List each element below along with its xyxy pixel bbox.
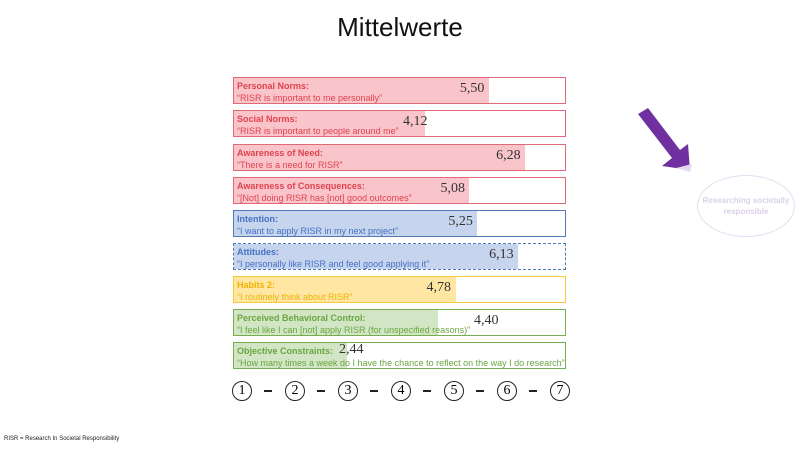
item-quote: “RISR is important to people around me” <box>237 126 399 136</box>
item-quote: “RISR is important to me personally” <box>237 93 383 103</box>
bar-row <box>233 110 566 137</box>
item-quote: “There is a need for RISR” <box>237 160 343 170</box>
item-quote: “[Not] doing RISR has [not] good outcomes” <box>237 193 412 203</box>
bar-label <box>237 147 343 171</box>
bar-row <box>233 210 566 237</box>
scale-point: 6 <box>497 381 517 401</box>
bar-row <box>233 276 566 303</box>
scale-point: 5 <box>444 381 464 401</box>
scale-dash <box>476 390 484 392</box>
bar-row <box>233 342 566 369</box>
scale-dash <box>264 390 272 392</box>
slide-title: Mittelwerte <box>337 12 463 42</box>
item-quote: “I want to apply RISR in my next project” <box>237 226 399 236</box>
value-label: 4,40 <box>474 313 499 328</box>
item-quote: “I feel like I can [not] apply RISR (for unspecified reasons)” <box>237 325 471 335</box>
annotation-ellipse: Researching societally responsible <box>697 175 795 237</box>
value-label: 4,12 <box>403 114 428 129</box>
scale-point: 7 <box>550 381 570 401</box>
item-label: Perceived Behavioral Control: <box>237 313 366 323</box>
value-label: 5,08 <box>440 181 465 196</box>
value-label: 5,25 <box>448 214 473 229</box>
scale-dash <box>370 390 378 392</box>
bar-label <box>237 312 470 336</box>
bar-row <box>233 144 566 171</box>
item-quote: “I routinely think about RISR” <box>237 292 353 302</box>
bar-label <box>237 279 353 303</box>
scale-dash <box>423 390 431 392</box>
bar-row <box>233 77 566 104</box>
bar-label <box>237 113 399 137</box>
scale-point: 4 <box>391 381 411 401</box>
bar-label <box>237 342 565 369</box>
bar-row <box>233 243 566 270</box>
likert-scale <box>232 381 572 403</box>
arrow-icon <box>630 108 720 178</box>
scale-dash <box>317 390 325 392</box>
item-label: Intention: <box>237 214 278 224</box>
scale-point: 3 <box>338 381 358 401</box>
bar-label <box>237 180 412 204</box>
item-quote: “I personally like RISR and feel good applying it” <box>237 259 430 269</box>
value-label: 6,13 <box>489 247 514 262</box>
value-label: 5,50 <box>459 81 485 96</box>
bar-row <box>233 309 566 336</box>
bar-label <box>237 213 398 237</box>
scale-point: 2 <box>285 381 305 401</box>
bar-label <box>237 246 429 270</box>
scale-dash <box>529 390 537 392</box>
item-label: Awareness of Consequences: <box>237 181 365 191</box>
footnote: RISR = Research In Societal Responsibility <box>4 436 120 442</box>
value-label: 6,28 <box>496 148 521 163</box>
item-label: Habits 2: <box>237 280 276 290</box>
item-label: Social Norms: <box>237 114 298 124</box>
item-label: Personal Norms: <box>237 81 310 91</box>
item-label: Objective Constraints: <box>237 346 334 356</box>
bar-row <box>233 177 566 204</box>
value-label: 2,44 <box>339 342 364 357</box>
item-label: Awareness of Need: <box>237 148 323 158</box>
bar-label <box>237 80 382 104</box>
item-label: Attitudes: <box>237 247 279 257</box>
item-quote: “How many times a week do I have the chance to reflect on the way I do research” <box>237 358 565 368</box>
value-label: 4,78 <box>426 280 452 295</box>
scale-point: 1 <box>232 381 252 401</box>
